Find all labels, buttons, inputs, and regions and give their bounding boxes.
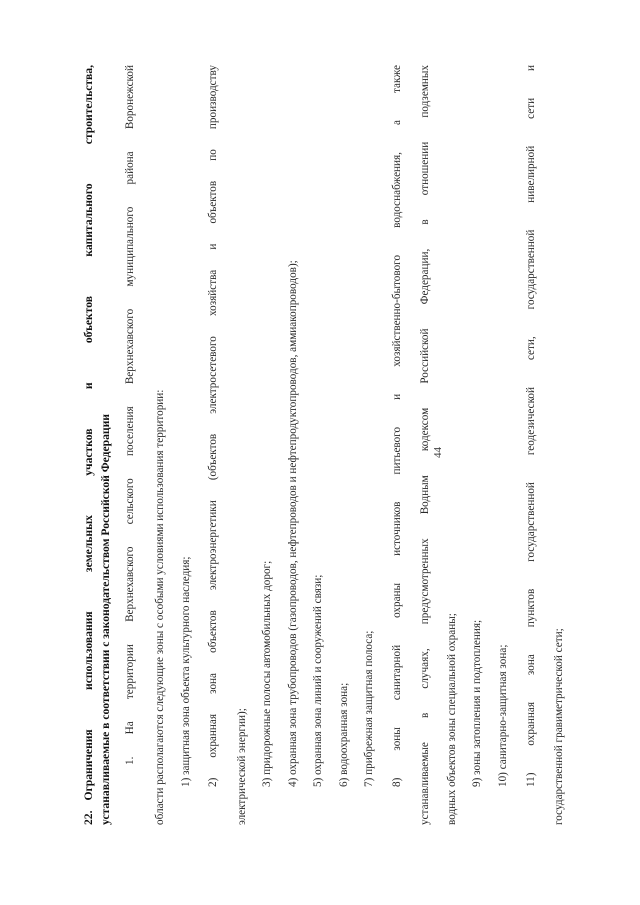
heading-line-1 [80, 65, 97, 825]
heading-text-1: Ограничения использования земельных участков и объектов капитального строительства, [82, 65, 95, 801]
paragraph-line: устанавливаемые в случаях, предусмотренных Водным кодексом Российской Федерации, в отношении подземных [419, 65, 431, 825]
list-item: 8) зоны санитарной охраны источников питьевого и хозяйственно-бытового водоснабжения, а также [391, 65, 403, 787]
section-heading [80, 65, 114, 825]
paragraph-line: 1. На территории Верхнехавского сельского поселения Верхнехавского муниципального района Воронежской [124, 65, 136, 765]
paragraph-line: государственной гравиметрической сети; [553, 628, 565, 825]
list-item: 10) санитарно-защитная зона; [497, 644, 509, 787]
paragraph-line: области располагаются следующие зоны с особыми условиями использования территории: [154, 389, 166, 825]
list-item: 9) зоны затопления и подтопления; [471, 619, 483, 787]
list-item: 4) охранная зона трубопроводов (газопроводов, нефтепроводов и нефтепродуктопроводов, аммиакопроводов); [287, 260, 299, 787]
list-item: 6) водоохранная зона; [338, 682, 350, 787]
list-item: 7) прибрежная защитная полоса; [363, 630, 375, 787]
paragraph-line: водных объектов зоны специальной охраны; [446, 613, 458, 825]
heading-line-2: устанавливаемые в соответствии с законодательством Российской Федерации [99, 414, 112, 825]
list-item: 2) охранная зона объектов электроэнергетики (объектов электросетевого хозяйства и объектов по производству [207, 65, 219, 787]
page-number: 44 [432, 447, 444, 458]
section-number: 22. [82, 810, 95, 825]
list-item: 5) охранная зона линий и сооружений связи; [312, 574, 324, 787]
list-item: 1) защитная зона объекта культурного наследия; [180, 556, 192, 787]
list-item: 3) придорожные полосы автомобильных дорог; [261, 560, 273, 787]
list-item: 11) охранная зона пунктов государственной геодезической сети, государственной нивелирной сети и [525, 65, 537, 787]
paragraph-line: электрической энергии); [236, 708, 248, 825]
